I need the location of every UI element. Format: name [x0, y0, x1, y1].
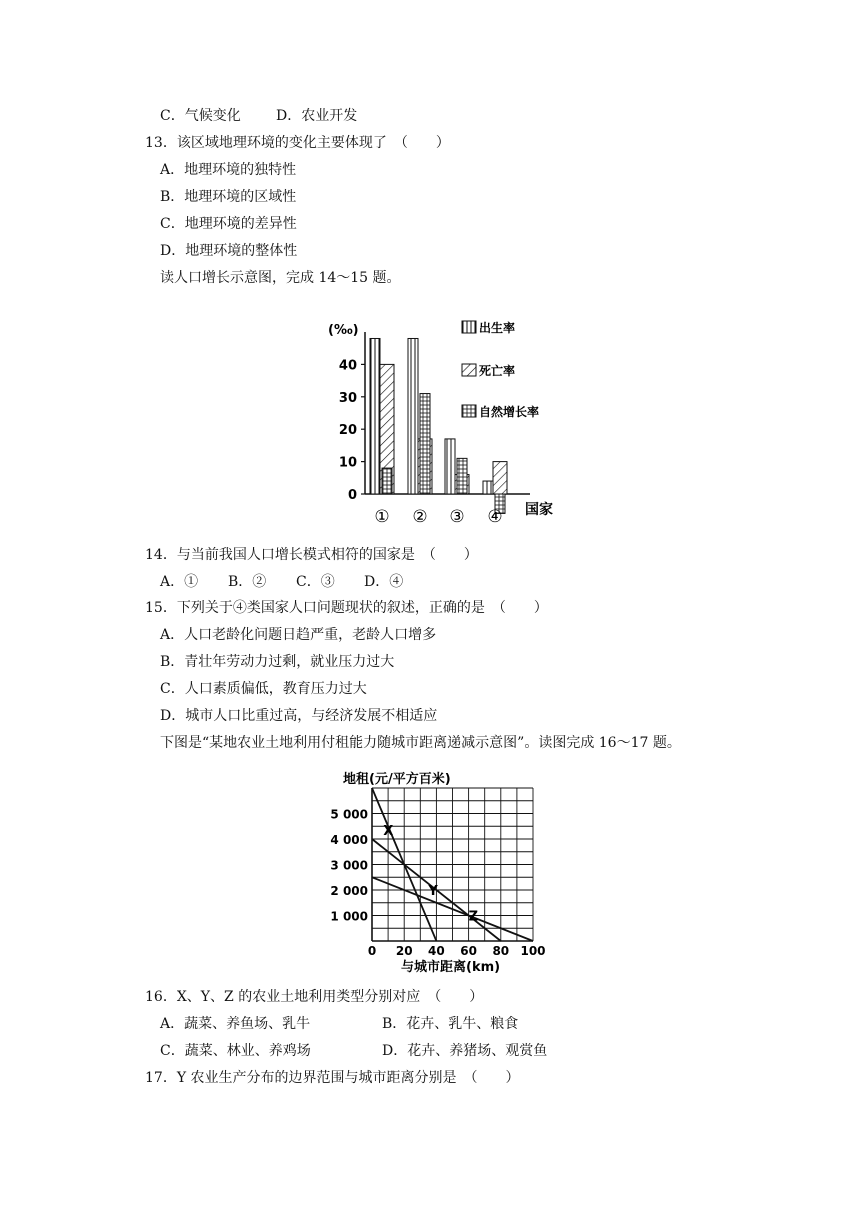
q15-option-a: A．人口老龄化问题日趋严重，老龄人口增多 — [160, 627, 437, 643]
q13-option-a: A．地理环境的独特性 — [160, 162, 297, 178]
q16-option-a: A．蔬菜、养鱼场、乳牛 — [160, 1016, 311, 1032]
y-tick-label: 1 000 — [330, 909, 368, 924]
q16-option-c: C．蔬菜、林业、养鸡场 — [160, 1043, 311, 1059]
x-axis-label: 国家 — [525, 502, 553, 518]
population-growth-chart — [310, 312, 570, 530]
question-16: 16．X、Y、Z 的农业土地利用类型分别对应 （ ） — [145, 989, 484, 1005]
chart-title: 地租(元/平方百米) — [343, 772, 451, 787]
y-tick-label: 4 000 — [330, 833, 368, 847]
y-tick-label: 3 000 — [330, 858, 368, 873]
intro-14-15: 读人口增长示意图，完成 14～15 题。 — [160, 270, 401, 286]
question-15: 15．下列关于④类国家人口问题现状的叙述，正确的是 （ ） — [145, 600, 548, 616]
question-17: 17．Y 农业生产分布的边界范围与城市距离分别是 （ ） — [145, 1070, 520, 1086]
legend-swatch-birth — [462, 321, 476, 333]
option-d: D．农业开发 — [276, 108, 358, 124]
y-axis-unit: (‰) — [328, 323, 359, 338]
y-tick-label: 40 — [338, 358, 357, 374]
q15-option-c: C．人口素质偏低，教育压力过大 — [160, 681, 367, 697]
series-label-x: X — [383, 824, 394, 840]
q15-option-b: B．青壮年劳动力过剩，就业压力过大 — [160, 654, 395, 670]
x-tick-label: 60 — [460, 944, 477, 958]
y-tick-label: 5 000 — [330, 807, 368, 822]
bar-birth-rate — [483, 481, 493, 494]
q13-option-d: D．地理环境的整体性 — [160, 243, 298, 259]
legend-swatch-death — [462, 364, 476, 376]
q15-option-d: D．城市人口比重过高，与经济发展不相适应 — [160, 708, 438, 724]
bar-death-rate — [493, 462, 507, 494]
x-tick-label: 20 — [395, 944, 413, 958]
series-label-y: Y — [428, 884, 438, 900]
y-tick-label: 0 — [347, 488, 357, 503]
y-tick-label: 10 — [338, 455, 357, 471]
category-label: ② — [412, 507, 428, 527]
land-rent-chart — [328, 766, 558, 976]
q14-option-a: A．① — [160, 574, 199, 590]
q13-option-b: B．地理环境的区域性 — [160, 189, 297, 205]
legend-natural-growth: 自然增长率 — [479, 405, 540, 419]
x-tick-label: 40 — [428, 944, 445, 958]
bar-natural-growth — [382, 468, 392, 494]
x-tick-label: 100 — [520, 944, 546, 958]
x-tick-label: 80 — [492, 944, 510, 958]
bar-natural-growth — [457, 458, 467, 494]
intro-16-17: 下图是“某地农业土地利用付租能力随城市距离递减示意图”。读图完成 16～17 题。 — [160, 735, 681, 751]
q16-option-d: D．花卉、养猪场、观赏鱼 — [382, 1043, 548, 1059]
bar-birth-rate — [370, 338, 380, 494]
x-tick-label: 0 — [367, 944, 377, 958]
question-13: 13．该区域地理环境的变化主要体现了 （ ） — [145, 135, 450, 151]
bar-birth-rate — [408, 338, 418, 494]
category-label: ④ — [487, 507, 503, 527]
series-label-z: Z — [468, 909, 479, 925]
q13-option-c: C．地理环境的差异性 — [160, 216, 297, 232]
x-axis-title: 与城市距离(km) — [401, 960, 501, 975]
y-tick-label: 20 — [338, 423, 357, 439]
y-tick-label: 2 000 — [330, 884, 368, 898]
legend-swatch-natural — [462, 405, 476, 417]
q14-option-b: B．② — [228, 574, 267, 590]
category-label: ③ — [449, 507, 465, 527]
y-tick-label: 30 — [338, 390, 357, 406]
bar-natural-growth — [420, 394, 430, 494]
q16-option-b: B．花卉、乳牛、粮食 — [382, 1016, 519, 1032]
category-label: ① — [374, 507, 390, 527]
bar-birth-rate — [445, 439, 455, 494]
q14-option-c: C．③ — [296, 574, 335, 590]
legend-birth-rate: 出生率 — [479, 321, 516, 335]
question-14: 14．与当前我国人口增长模式相符的国家是 （ ） — [145, 547, 478, 563]
legend — [462, 320, 539, 419]
legend-death-rate: 死亡率 — [479, 364, 516, 378]
q14-option-d: D．④ — [364, 574, 404, 590]
option-c: C．气候变化 — [160, 108, 241, 124]
